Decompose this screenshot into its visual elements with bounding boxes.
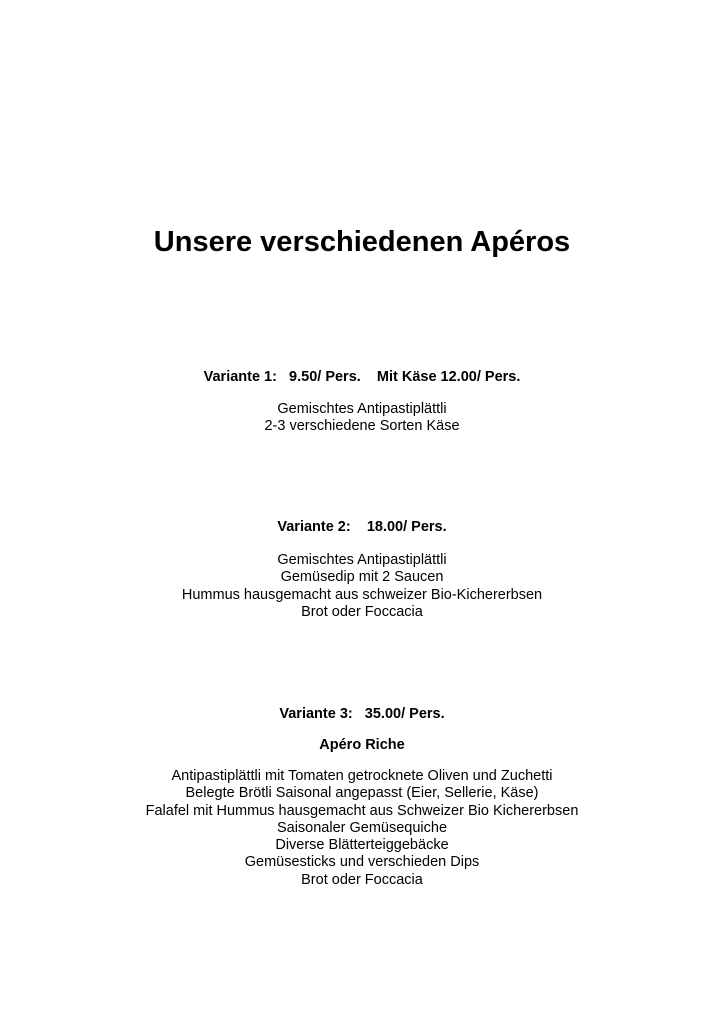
list-item: Diverse Blätterteiggebäcke [275, 837, 449, 854]
list-item: Antipastiplättli mit Tomaten getrocknete Oliven und Zuchetti [171, 768, 553, 784]
list-item: Brot oder Foccacia [301, 871, 423, 888]
list-item: Brot oder Foccacia [301, 603, 423, 620]
variant-3-heading: Variante 3: 35.00/ Pers. [279, 706, 445, 722]
list-item: Saisonaler Gemüsequiche [276, 819, 448, 836]
variant-3-item-list [0, 768, 724, 889]
page-title: Unsere verschiedenen Apéros [153, 226, 571, 258]
variant-2-section [0, 518, 724, 621]
variant-1-heading: Variante 1: 9.50/ Pers. Mit Käse 12.00/ Pers. [203, 369, 521, 385]
variant-1-section [0, 368, 724, 436]
list-item: 2-3 verschiedene Sorten Käse [264, 418, 460, 435]
list-item: Hummus hausgemacht aus schweizer Bio-Kichererbsen [181, 586, 543, 603]
list-item: Gemischtes Antipastiplättli [277, 552, 447, 568]
list-item: Falafel mit Hummus hausgemacht aus Schweizer Bio Kichererbsen [145, 802, 579, 819]
list-item: Belegte Brötli Saisonal angepasst (Eier, Sellerie, Käse) [185, 785, 539, 802]
variant-2-heading: Variante 2: 18.00/ Pers. [277, 519, 447, 535]
variant-2-item-list [0, 552, 724, 621]
variant-1-item-list [0, 401, 724, 436]
variant-3-subheading: Apéro Riche [319, 737, 405, 753]
list-item: Gemüsedip mit 2 Saucen [280, 569, 444, 586]
list-item: Gemischtes Antipastiplättli [277, 401, 447, 417]
list-item: Gemüsesticks und verschieden Dips [244, 854, 480, 871]
variant-3-section [0, 705, 724, 889]
